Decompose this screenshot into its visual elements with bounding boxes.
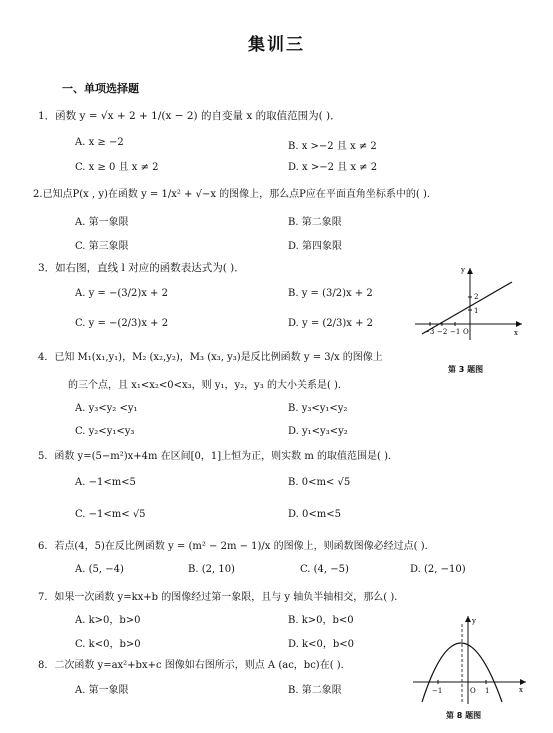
q5-option-d[interactable]: D. 0<m<5 [288,509,341,520]
fig8-origin-label: O [470,687,476,695]
question-1-stem: 1．函数 y = √x + 2 + 1/(x − 2) 的自变量 x 的取值范围为( )． [38,110,341,122]
q1-option-b[interactable]: B. x >−2 且 x ≠ 2 [288,141,377,152]
fig8-y-axis-label: y [472,617,476,625]
question-8-figure [408,612,533,707]
question-7-stem: 7．如果一次函数 y=kx+b 的图像经过第一象限，且与 y 轴负半轴相交，那么( )． [38,592,405,603]
fig3-tick-neg2: −2 [437,328,448,336]
q1-option-d[interactable]: D. x >−2 且 x ≠ 2 [288,162,378,173]
question-3-stem: 3．如右图，直线 l 对应的函数表达式为( )． [38,262,245,274]
fig3-tick-1: 1 [474,307,479,315]
q2-option-a[interactable]: A. 第一象限 [75,217,129,228]
q7-option-b[interactable]: B. k>0，b<0 [288,615,354,626]
q3-option-a[interactable]: A. y = −(3/2)x + 2 [75,288,168,299]
fig3-origin-label: O [463,328,469,336]
question-4-stem-line-1: 4．已知 M₁(x₁,y₁)，M₂ (x₂,y₂)，M₃ (x₃, y₃)是反比例函数 y = 3/x 的图像上 [38,352,383,363]
fig8-tick-neg1: −1 [432,687,443,695]
q2-option-d[interactable]: D. 第四象限 [288,241,343,252]
q6-option-b[interactable]: B. (2, 10) [188,564,235,575]
q4-option-b[interactable]: B. y₃<y₁<y₂ [288,403,348,414]
question-3-figure [410,262,530,342]
q1-option-a[interactable]: A. x ≥ −2 [75,137,124,148]
question-5-stem: 5．函数 y=(5−m²)x+4m 在区间[0，1]上恒为正，则实数 m 的取值范围是( )． [38,451,398,462]
q5-option-a[interactable]: A. −1<m<5 [75,477,136,488]
q2-option-c[interactable]: C. 第三象限 [75,241,129,252]
q2-option-b[interactable]: B. 第二象限 [288,217,342,228]
section-heading: 一、单项选择题 [62,82,139,95]
q7-option-a[interactable]: A. k>0，b>0 [75,615,141,626]
q5-option-b[interactable]: B. 0<m< √5 [288,477,351,488]
q8-option-b[interactable]: B. 第二象限 [288,685,342,696]
q5-option-c[interactable]: C. −1<m< √5 [75,509,146,520]
fig3-y-axis-label: y [461,266,465,274]
q1-option-c[interactable]: C. x ≥ 0 且 x ≠ 2 [75,162,159,173]
question-3-figure-caption: 第 3 题图 [448,365,484,374]
question-8-stem: 8．二次函数 y=ax²+bx+c 图像如右图所示，则点 A (ac，bc)在( )． [38,660,351,671]
fig3-tick-2: 2 [474,293,479,301]
question-8-figure-caption: 第 8 题图 [446,711,482,720]
fig8-x-axis-label: x [519,686,523,694]
q6-option-a[interactable]: A. (5, −4) [75,564,124,575]
fig3-x-axis-label: x [514,329,518,337]
question-2-stem: 2.已知点P(x , y)在函数 y = 1/x² + √−x 的图像上，那么点P应在平面直角坐标系中的( )． [33,189,437,200]
q6-option-d[interactable]: D. (2, −10) [410,564,466,575]
q4-option-c[interactable]: C. y₂<y₁<y₃ [75,426,135,437]
question-4-stem-line-2: 的三个点，且 x₁<x₂<0<x₃，则 y₁，y₂，y₃ 的大小关系是( )． [68,380,348,391]
fig3-tick-neg3: −3 [424,328,435,336]
q7-option-c[interactable]: C. k<0，b>0 [75,639,141,650]
q3-option-c[interactable]: C. y = −(2/3)x + 2 [75,318,169,329]
page-title: 集训三 [248,35,305,55]
question-6-stem: 6．若点(4，5)在反比例函数 y = (m² − 2m − 1)/x 的图像上，则函数图像必经过点( )． [38,541,435,552]
q8-option-a[interactable]: A. 第一象限 [75,685,129,696]
q4-option-d[interactable]: D. y₁<y₃<y₂ [288,426,348,437]
q7-option-d[interactable]: D. k<0，b<0 [288,639,354,650]
q6-option-c[interactable]: C. (4, −5) [300,564,349,575]
q3-option-d[interactable]: D. y = (2/3)x + 2 [288,318,374,329]
fig3-tick-neg1: −1 [450,328,461,336]
q4-option-a[interactable]: A. y₃<y₂ <y₁ [75,403,138,414]
fig8-tick-1: 1 [485,687,490,695]
q3-option-b[interactable]: B. y = (3/2)x + 2 [288,288,373,299]
